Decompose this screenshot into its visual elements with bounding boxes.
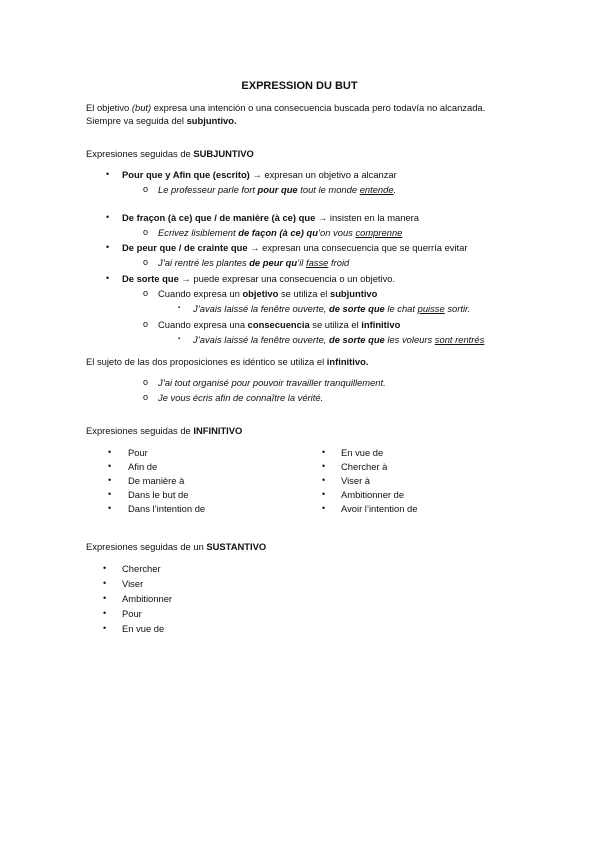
circle-bullet-icon: o	[143, 227, 149, 237]
list-item: Chercher à	[341, 461, 388, 472]
bullet-icon: •	[106, 273, 110, 283]
example-verb: fasse	[305, 257, 329, 268]
sub-item-text: Cuando expresa una	[158, 319, 248, 330]
example-text: ’on vous	[317, 227, 356, 238]
note-keyword: infinitivo.	[326, 356, 369, 367]
bullet-icon: •	[322, 475, 326, 485]
circle-bullet-icon: o	[143, 377, 149, 387]
bullet-icon: •	[106, 212, 110, 222]
example-keyword: de sorte que	[329, 334, 385, 345]
example-verb: entende	[359, 184, 394, 195]
example-text: J’avais laissé la fenêtre ouverte,	[193, 303, 330, 314]
example-text: les voleurs	[384, 334, 435, 345]
heading-text: Expresiones seguidas de	[86, 425, 194, 436]
list-item	[122, 212, 419, 224]
bullet-icon: •	[103, 563, 107, 573]
intro-text: Siempre va seguida del	[86, 115, 187, 126]
list-item: Dans l’intention de	[128, 503, 206, 514]
example-verb: sont rentrés	[434, 334, 485, 345]
sub-list-item	[158, 319, 400, 331]
list-item	[122, 242, 468, 254]
list-item: Ambitionner	[122, 593, 173, 604]
intro-text: expresa una intención o una consecuencia buscada pero todavía no alcanzada.	[151, 102, 486, 113]
list-item: Ambitionner de	[341, 489, 405, 500]
example-text: J’ai rentré les plantes	[158, 257, 250, 268]
list-item	[122, 273, 395, 285]
heading-keyword: INFINITIVO	[193, 425, 243, 436]
example-keyword: de peur qu	[249, 257, 298, 268]
item-text: puede expresar una consecuencia o un objetivo.	[193, 273, 396, 284]
intro-line-2	[86, 115, 237, 127]
example-line	[193, 334, 484, 346]
example-keyword: de façon (à ce) qu	[238, 227, 318, 238]
item-term: Pour que y Afin que (escrito)	[122, 169, 250, 180]
intro-text: El objetivo	[86, 102, 132, 113]
example-text: Ecrivez lisiblement	[158, 227, 239, 238]
heading-text: Expresiones seguidas de un	[86, 541, 207, 552]
bullet-icon: •	[108, 475, 112, 485]
section-heading-sustantivo	[86, 541, 266, 553]
list-item: Chercher	[122, 563, 161, 574]
square-glyph: ▪	[178, 305, 181, 311]
infinitive-note	[86, 356, 368, 368]
bullet-icon: •	[106, 242, 110, 252]
bullet-icon: •	[103, 623, 107, 633]
example-keyword: de sorte que	[329, 303, 385, 314]
example-text: froid	[328, 257, 350, 268]
circle-bullet-icon: o	[143, 392, 149, 402]
arrow-icon: →	[178, 273, 194, 284]
list-item: Afin de	[128, 461, 158, 472]
example-verb: comprenne	[355, 227, 403, 238]
item-term: De peur que / de crainte que	[122, 242, 248, 253]
bullet-icon: •	[103, 593, 107, 603]
item-text: insisten en la manera	[329, 212, 420, 223]
example-text: J’avais laissé la fenêtre ouverte,	[193, 334, 330, 345]
arrow-icon: →	[247, 242, 263, 253]
sub-item-text: se utiliza el	[278, 288, 330, 299]
bullet-icon: •	[322, 489, 326, 499]
intro-line-1	[86, 102, 485, 114]
list-item: Viser	[122, 578, 144, 589]
example-text: Le professeur parle fort	[158, 184, 258, 195]
list-item: Avoir l’intention de	[341, 503, 418, 514]
example-keyword: pour que	[257, 184, 298, 195]
circle-bullet-icon: o	[143, 319, 149, 329]
example-text: le chat	[384, 303, 418, 314]
item-term: De sorte que	[122, 273, 179, 284]
sub-item-keyword: objetivo	[242, 288, 279, 299]
bullet-icon: •	[108, 447, 112, 457]
item-text: expresan un objetivo a alcanzar	[264, 169, 397, 180]
section-heading-subjuntivo	[86, 148, 254, 160]
sub-item-keyword: subjuntivo	[329, 288, 378, 299]
bullet-icon: •	[108, 489, 112, 499]
example-text: tout le monde	[297, 184, 360, 195]
example-text: .	[393, 184, 397, 195]
example-line	[158, 184, 396, 196]
square-glyph: ▪	[178, 336, 181, 342]
bullet-icon: •	[103, 578, 107, 588]
example-text: sortir.	[444, 303, 471, 314]
list-item: En vue de	[341, 447, 384, 458]
section-heading-infinitivo	[86, 425, 242, 437]
list-item: Viser à	[341, 475, 371, 486]
example-line: Je vous écris afin de connaître la vérité.	[158, 392, 324, 403]
page-title: EXPRESSION DU BUT	[241, 80, 358, 92]
note-text: El sujeto de las dos proposiciones es idéntico se utiliza el	[86, 356, 327, 367]
list-item: De manière à	[128, 475, 185, 486]
intro-term: (but)	[131, 102, 152, 113]
bullet-icon: •	[103, 608, 107, 618]
circle-bullet-icon: o	[143, 257, 149, 267]
arrow-icon: →	[249, 169, 265, 180]
list-item: En vue de	[122, 623, 165, 634]
item-text: expresan una consecuencia que se querría evitar	[262, 242, 468, 253]
heading-keyword: SUSTANTIVO	[206, 541, 267, 552]
sub-item-keyword: infinitivo	[361, 319, 401, 330]
item-term: De fraçon (à ce) que / de manière (à ce) que	[122, 212, 316, 223]
circle-bullet-icon: o	[143, 288, 149, 298]
bullet-icon: •	[108, 461, 112, 471]
example-text: ’il	[297, 257, 306, 268]
sub-item-keyword: consecuencia	[247, 319, 310, 330]
sub-list-item	[158, 288, 377, 300]
list-item: Dans le but de	[128, 489, 189, 500]
heading-keyword: SUBJUNTIVO	[193, 148, 254, 159]
heading-text: Expresiones seguidas de	[86, 148, 194, 159]
list-item: Pour	[128, 447, 148, 458]
example-line	[158, 257, 349, 269]
circle-bullet-icon: o	[143, 184, 149, 194]
sub-item-text: se utiliza el	[309, 319, 362, 330]
arrow-icon: →	[315, 212, 330, 223]
example-line	[158, 227, 402, 239]
bullet-icon: •	[106, 169, 110, 179]
list-item	[122, 169, 397, 181]
list-item: Pour	[122, 608, 142, 619]
bullet-icon: •	[322, 447, 326, 457]
intro-keyword: subjuntivo.	[186, 115, 237, 126]
example-line	[193, 303, 470, 315]
bullet-icon: •	[108, 503, 112, 513]
example-line: J’ai tout organisé pour pouvoir travailler tranquillement.	[158, 377, 386, 388]
example-verb: puisse	[417, 303, 445, 314]
sub-item-text: Cuando expresa un	[158, 288, 243, 299]
bullet-icon: •	[322, 461, 326, 471]
bullet-icon: •	[322, 503, 326, 513]
